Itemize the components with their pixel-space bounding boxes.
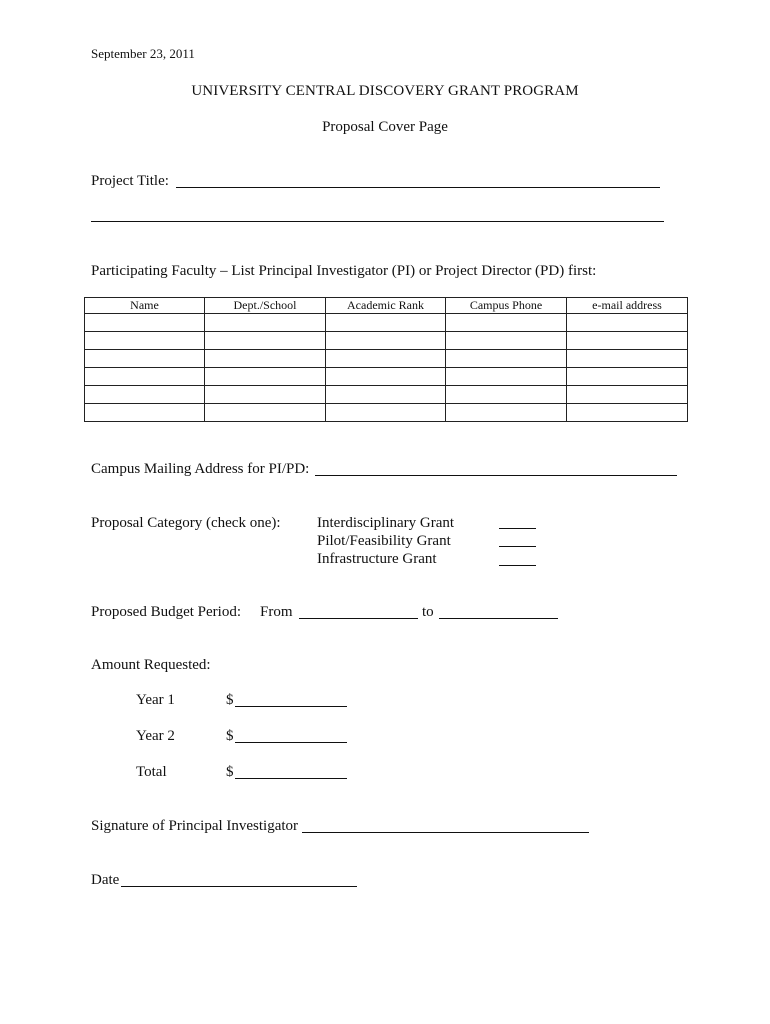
table-cell[interactable] bbox=[446, 368, 567, 386]
table-cell[interactable] bbox=[446, 404, 567, 422]
column-header-rank: Academic Rank bbox=[326, 298, 446, 314]
year1-amount-field[interactable] bbox=[235, 706, 347, 707]
faculty-table-header bbox=[85, 298, 688, 314]
table-cell[interactable] bbox=[205, 386, 326, 404]
program-title: UNIVERSITY CENTRAL DISCOVERY GRANT PROGRAM bbox=[191, 83, 579, 99]
year1-currency: $ bbox=[226, 692, 234, 708]
project-title-field-line-2[interactable] bbox=[91, 221, 664, 222]
mailing-address-label: Campus Mailing Address for PI/PD: bbox=[91, 461, 310, 477]
amount-requested-label: Amount Requested: bbox=[91, 657, 211, 673]
table-cell[interactable] bbox=[446, 386, 567, 404]
table-cell[interactable] bbox=[85, 386, 205, 404]
table-cell[interactable] bbox=[567, 368, 688, 386]
table-cell[interactable] bbox=[567, 386, 688, 404]
table-row bbox=[85, 386, 688, 404]
table-cell[interactable] bbox=[205, 350, 326, 368]
table-cell[interactable] bbox=[567, 404, 688, 422]
project-title-field-line-1[interactable] bbox=[176, 187, 660, 188]
table-row bbox=[85, 332, 688, 350]
table-cell[interactable] bbox=[205, 404, 326, 422]
table-cell[interactable] bbox=[85, 368, 205, 386]
table-cell[interactable] bbox=[326, 314, 446, 332]
column-header-name: Name bbox=[85, 298, 205, 314]
date-label: Date bbox=[91, 872, 120, 888]
year1-label: Year 1 bbox=[136, 692, 175, 708]
table-cell[interactable] bbox=[85, 332, 205, 350]
table-row bbox=[85, 404, 688, 422]
column-header-dept: Dept./School bbox=[205, 298, 326, 314]
budget-from-label: From bbox=[260, 604, 293, 620]
column-header-email: e-mail address bbox=[567, 298, 688, 314]
table-cell[interactable] bbox=[85, 350, 205, 368]
category-option-pilot: Pilot/Feasibility Grant bbox=[317, 533, 451, 549]
table-cell[interactable] bbox=[85, 314, 205, 332]
table-cell[interactable] bbox=[326, 332, 446, 350]
year2-currency: $ bbox=[226, 728, 234, 744]
table-cell[interactable] bbox=[446, 350, 567, 368]
table-cell[interactable] bbox=[446, 314, 567, 332]
project-title-label: Project Title: bbox=[91, 173, 169, 189]
document-date: September 23, 2011 bbox=[91, 46, 195, 61]
table-row bbox=[85, 350, 688, 368]
faculty-table bbox=[84, 297, 688, 422]
date-field[interactable] bbox=[121, 886, 357, 887]
checkbox-line-pilot[interactable] bbox=[499, 546, 536, 547]
table-cell[interactable] bbox=[567, 332, 688, 350]
budget-to-label: to bbox=[422, 604, 434, 620]
total-currency: $ bbox=[226, 764, 234, 780]
total-amount-field[interactable] bbox=[235, 778, 347, 779]
category-option-infrastructure: Infrastructure Grant bbox=[317, 551, 437, 567]
table-cell[interactable] bbox=[326, 350, 446, 368]
proposal-category-label: Proposal Category (check one): bbox=[91, 515, 281, 531]
year2-label: Year 2 bbox=[136, 728, 175, 744]
budget-to-field[interactable] bbox=[439, 618, 558, 619]
table-cell[interactable] bbox=[326, 404, 446, 422]
table-cell[interactable] bbox=[205, 332, 326, 350]
total-label: Total bbox=[136, 764, 167, 780]
signature-label: Signature of Principal Investigator bbox=[91, 818, 299, 834]
table-cell[interactable] bbox=[85, 404, 205, 422]
table-cell[interactable] bbox=[446, 332, 567, 350]
checkbox-line-interdisciplinary[interactable] bbox=[499, 528, 536, 529]
year2-amount-field[interactable] bbox=[235, 742, 347, 743]
budget-period-label: Proposed Budget Period: bbox=[91, 604, 241, 620]
table-row bbox=[85, 368, 688, 386]
budget-from-field[interactable] bbox=[299, 618, 418, 619]
signature-field[interactable] bbox=[302, 832, 589, 833]
column-header-phone: Campus Phone bbox=[446, 298, 567, 314]
table-cell[interactable] bbox=[326, 386, 446, 404]
checkbox-line-infrastructure[interactable] bbox=[499, 565, 536, 566]
table-cell[interactable] bbox=[205, 368, 326, 386]
table-cell[interactable] bbox=[205, 314, 326, 332]
page-subtitle: Proposal Cover Page bbox=[322, 119, 448, 135]
category-option-interdisciplinary: Interdisciplinary Grant bbox=[317, 515, 455, 531]
table-cell[interactable] bbox=[567, 350, 688, 368]
table-cell[interactable] bbox=[567, 314, 688, 332]
faculty-label: Participating Faculty – List Principal Investigator (PI) or Project Director (PD) first: bbox=[91, 263, 597, 279]
table-row bbox=[85, 314, 688, 332]
mailing-address-field[interactable] bbox=[315, 475, 677, 476]
table-cell[interactable] bbox=[326, 368, 446, 386]
